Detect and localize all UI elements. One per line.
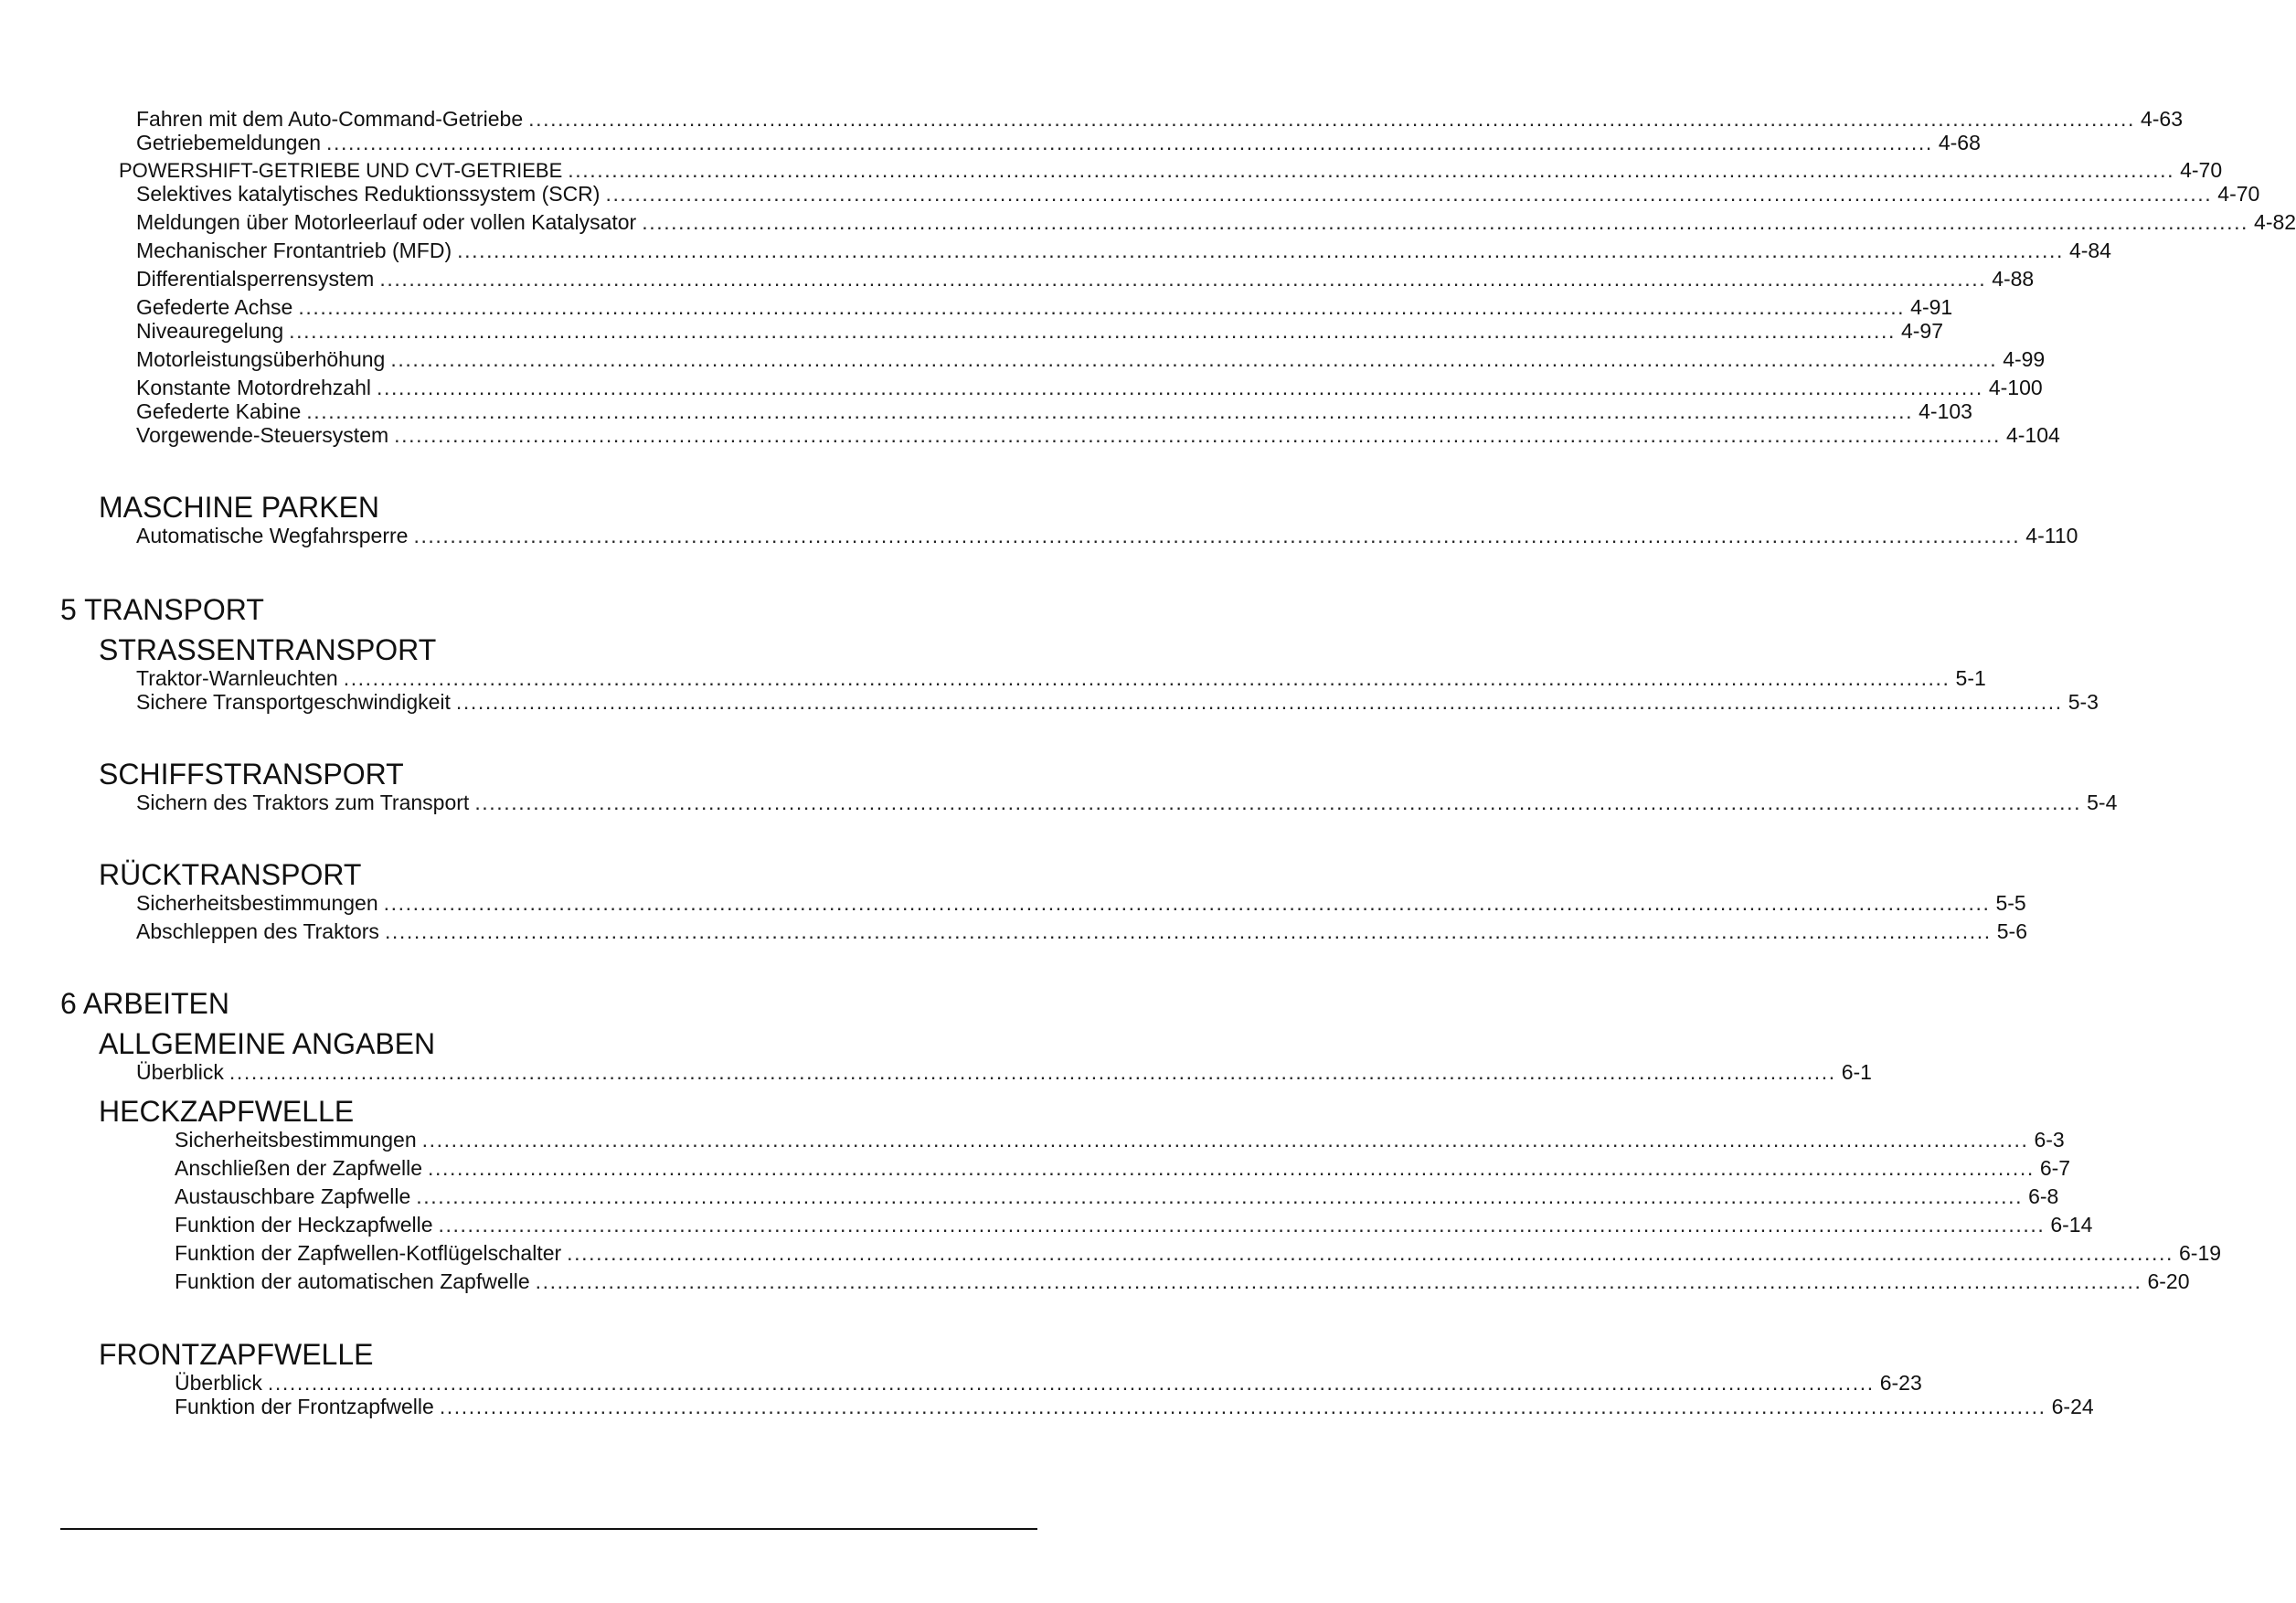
toc-page-number: 6-20 — [2147, 1269, 2190, 1293]
toc-entry[interactable] — [136, 422, 2060, 448]
toc-entry[interactable] — [136, 375, 2043, 400]
toc-entry-label: Meldungen über Motorleerlauf oder vollen Katalysator — [136, 210, 637, 234]
dot-leader: ............................................................................................................................................................................................................................ — [377, 376, 1983, 399]
dot-leader: ............................................................................................................................................................................................................................ — [568, 158, 2175, 182]
toc-entry-label: Überblick — [175, 1371, 262, 1395]
dot-leader: ............................................................................................................................................................................................................................ — [379, 267, 1987, 291]
dot-leader: ............................................................................................................................................................................................................................ — [384, 919, 1992, 943]
toc-entry[interactable] — [136, 294, 1953, 320]
toc-entry-label: Funktion der Heckzapfwelle — [175, 1213, 433, 1237]
toc-entry[interactable] — [136, 398, 1972, 424]
toc-entry[interactable] — [175, 1240, 2222, 1266]
section-heading: SCHIFFSTRANSPORT — [99, 758, 404, 791]
toc-entry-label: Fahren mit dem Auto-Command-Getriebe — [136, 107, 524, 131]
dot-leader: ............................................................................................................................................................................................................................ — [229, 1060, 1836, 1084]
dot-leader: ............................................................................................................................................................................................................................ — [383, 891, 1991, 915]
dot-leader: ............................................................................................................................................................................................................................ — [428, 1156, 2035, 1180]
toc-entry[interactable] — [175, 1155, 2071, 1181]
section-heading: STRASSENTRANSPORT — [99, 633, 437, 666]
toc-page-number: 6-19 — [2179, 1241, 2222, 1265]
toc-page-number: 4-70 — [2217, 182, 2260, 206]
toc-entry-label: Anschließen der Zapfwelle — [175, 1156, 423, 1180]
toc-page-number: 4-82 — [2254, 210, 2296, 234]
toc-page-number: 4-103 — [1919, 399, 1972, 423]
toc-entry[interactable] — [136, 238, 2111, 263]
toc-entry-label: Differentialsperrensystem — [136, 267, 375, 291]
dot-leader: ............................................................................................................................................................................................................................ — [390, 347, 1998, 371]
toc-entry-label: Gefederte Kabine — [136, 399, 302, 423]
toc-entry[interactable] — [136, 181, 2260, 207]
toc-entry[interactable] — [136, 689, 2099, 715]
toc-entry-label: Sichere Transportgeschwindigkeit — [136, 690, 451, 714]
toc-entry[interactable] — [136, 130, 1981, 155]
toc-entry[interactable] — [136, 918, 2028, 944]
section-heading: FRONTZAPFWELLE — [99, 1338, 374, 1371]
dot-leader: ............................................................................................................................................................................................................................ — [267, 1371, 1875, 1395]
toc-entry[interactable] — [136, 209, 2296, 235]
dot-leader: ............................................................................................................................................................................................................................ — [457, 239, 2064, 262]
toc-page-number: 6-24 — [2051, 1395, 2094, 1418]
toc-entry-label: POWERSHIFT-GETRIEBE UND CVT-GETRIEBE — [119, 159, 563, 182]
dot-leader: ............................................................................................................................................................................................................................ — [567, 1241, 2174, 1265]
toc-entry-label: Funktion der Zapfwellen-Kotflügelschalter — [175, 1241, 562, 1265]
toc-entry-label: Traktor-Warnleuchten — [136, 666, 338, 690]
dot-leader: ............................................................................................................................................................................................................................ — [439, 1395, 2046, 1418]
toc-entry-label: Vorgewende-Steuersystem — [136, 423, 389, 447]
toc-entry[interactable] — [136, 790, 2118, 815]
dot-leader: ............................................................................................................................................................................................................................ — [438, 1213, 2046, 1237]
toc-entry[interactable] — [136, 266, 2035, 292]
section-heading: HECKZAPFWELLE — [99, 1095, 355, 1128]
toc-page-number: 5-1 — [1955, 666, 1986, 690]
dot-leader: ............................................................................................................................................................................................................................ — [605, 182, 2213, 206]
section-heading: MASCHINE PARKEN — [99, 491, 380, 524]
dot-leader: ............................................................................................................................................................................................................................ — [455, 690, 2063, 714]
toc-subsection-entry[interactable] — [119, 157, 2223, 184]
toc-page-number: 4-97 — [1900, 319, 1943, 343]
toc-page-number: 6-1 — [1841, 1060, 1872, 1084]
toc-entry-label: Sicherheitsbestimmungen — [175, 1128, 417, 1152]
toc-entry[interactable] — [175, 1370, 1922, 1396]
section-heading: ALLGEMEINE ANGABEN — [99, 1027, 436, 1060]
toc-entry[interactable] — [136, 665, 1986, 691]
toc-entry-label: Funktion der automatischen Zapfwelle — [175, 1269, 530, 1293]
chapter-heading: 5 TRANSPORT — [60, 593, 264, 626]
dot-leader: ............................................................................................................................................................................................................................ — [421, 1128, 2029, 1152]
toc-entry[interactable] — [175, 1212, 2093, 1237]
dot-leader: ............................................................................................................................................................................................................................ — [289, 319, 1896, 343]
toc-entry-label: Mechanischer Frontantrieb (MFD) — [136, 239, 452, 262]
toc-entry-label: Austauschbare Zapfwelle — [175, 1184, 411, 1208]
toc-entry[interactable] — [175, 1127, 2065, 1152]
toc-page-number: 6-7 — [2039, 1156, 2071, 1180]
dot-leader: ............................................................................................................................................................................................................................ — [416, 1184, 2024, 1208]
toc-entry-label: Getriebemeldungen — [136, 131, 322, 154]
section-heading: RÜCKTRANSPORT — [99, 858, 362, 891]
toc-entry[interactable] — [136, 346, 2046, 372]
toc-entry-label: Selektives katalytisches Reduktionssystem (SCR) — [136, 182, 601, 206]
toc-entry[interactable] — [175, 1184, 2059, 1209]
toc-entry[interactable] — [175, 1269, 2190, 1294]
toc-page-number: 6-3 — [2034, 1128, 2065, 1152]
toc-entry-label: Konstante Motordrehzahl — [136, 376, 371, 399]
toc-entry-label: Automatische Wegfahrsperre — [136, 524, 409, 547]
toc-page-number: 4-68 — [1938, 131, 1981, 154]
dot-leader: ............................................................................................................................................................................................................................ — [306, 399, 1914, 423]
toc-page-number: 5-3 — [2067, 690, 2099, 714]
toc-page-number: 4-110 — [2025, 524, 2078, 547]
toc-page-number: 6-14 — [2050, 1213, 2093, 1237]
toc-entry-label: Sichern des Traktors zum Transport — [136, 791, 470, 814]
toc-entry-label: Abschleppen des Traktors — [136, 919, 379, 943]
chapter-heading: 6 ARBEITEN — [60, 987, 229, 1020]
toc-entry-label: Überblick — [136, 1060, 224, 1084]
toc-page-number: 4-63 — [2140, 107, 2183, 131]
dot-leader: ............................................................................................................................................................................................................................ — [528, 107, 2135, 131]
toc-page-number: 4-99 — [2003, 347, 2046, 371]
toc-page-number: 5-4 — [2087, 791, 2118, 814]
toc-page-number: 4-70 — [2180, 158, 2223, 182]
dot-leader: ............................................................................................................................................................................................................................ — [343, 666, 1951, 690]
dot-leader: ............................................................................................................................................................................................................................ — [394, 423, 2001, 447]
toc-page-number: 4-100 — [1988, 376, 2043, 399]
toc-entry[interactable] — [136, 106, 2183, 132]
dot-leader: ............................................................................................................................................................................................................................ — [298, 295, 1906, 319]
dot-leader: ............................................................................................................................................................................................................................ — [642, 210, 2249, 234]
toc-page-number: 4-91 — [1910, 295, 1953, 319]
toc-entry-label: Niveauregelung — [136, 319, 284, 343]
toc-entry-label: Sicherheitsbestimmungen — [136, 891, 378, 915]
toc-entry[interactable] — [136, 318, 1943, 344]
dot-leader: ............................................................................................................................................................................................................................ — [474, 791, 2082, 814]
toc-page-number: 4-104 — [2005, 423, 2060, 447]
dot-leader: ............................................................................................................................................................................................................................ — [535, 1269, 2142, 1293]
toc-page-number: 5-6 — [1996, 919, 2028, 943]
toc-entry[interactable] — [175, 1394, 2094, 1419]
toc-page-number: 6-8 — [2028, 1184, 2059, 1208]
toc-page-number: 4-84 — [2068, 239, 2111, 262]
toc-entry[interactable] — [136, 890, 2026, 916]
toc-entry-label: Motorleistungsüberhöhung — [136, 347, 386, 371]
footer-rule — [60, 1528, 1037, 1530]
toc-page-number: 6-23 — [1879, 1371, 1922, 1395]
toc-entry-label: Gefederte Achse — [136, 295, 293, 319]
toc-entry-label: Funktion der Frontzapfwelle — [175, 1395, 434, 1418]
toc-entry[interactable] — [136, 523, 2078, 548]
toc-page-number: 4-88 — [1992, 267, 2035, 291]
dot-leader: ............................................................................................................................................................................................................................ — [413, 524, 2021, 547]
toc-entry[interactable] — [136, 1059, 1872, 1085]
dot-leader: ............................................................................................................................................................................................................................ — [326, 131, 1933, 154]
toc-page-number: 5-5 — [1995, 891, 2026, 915]
